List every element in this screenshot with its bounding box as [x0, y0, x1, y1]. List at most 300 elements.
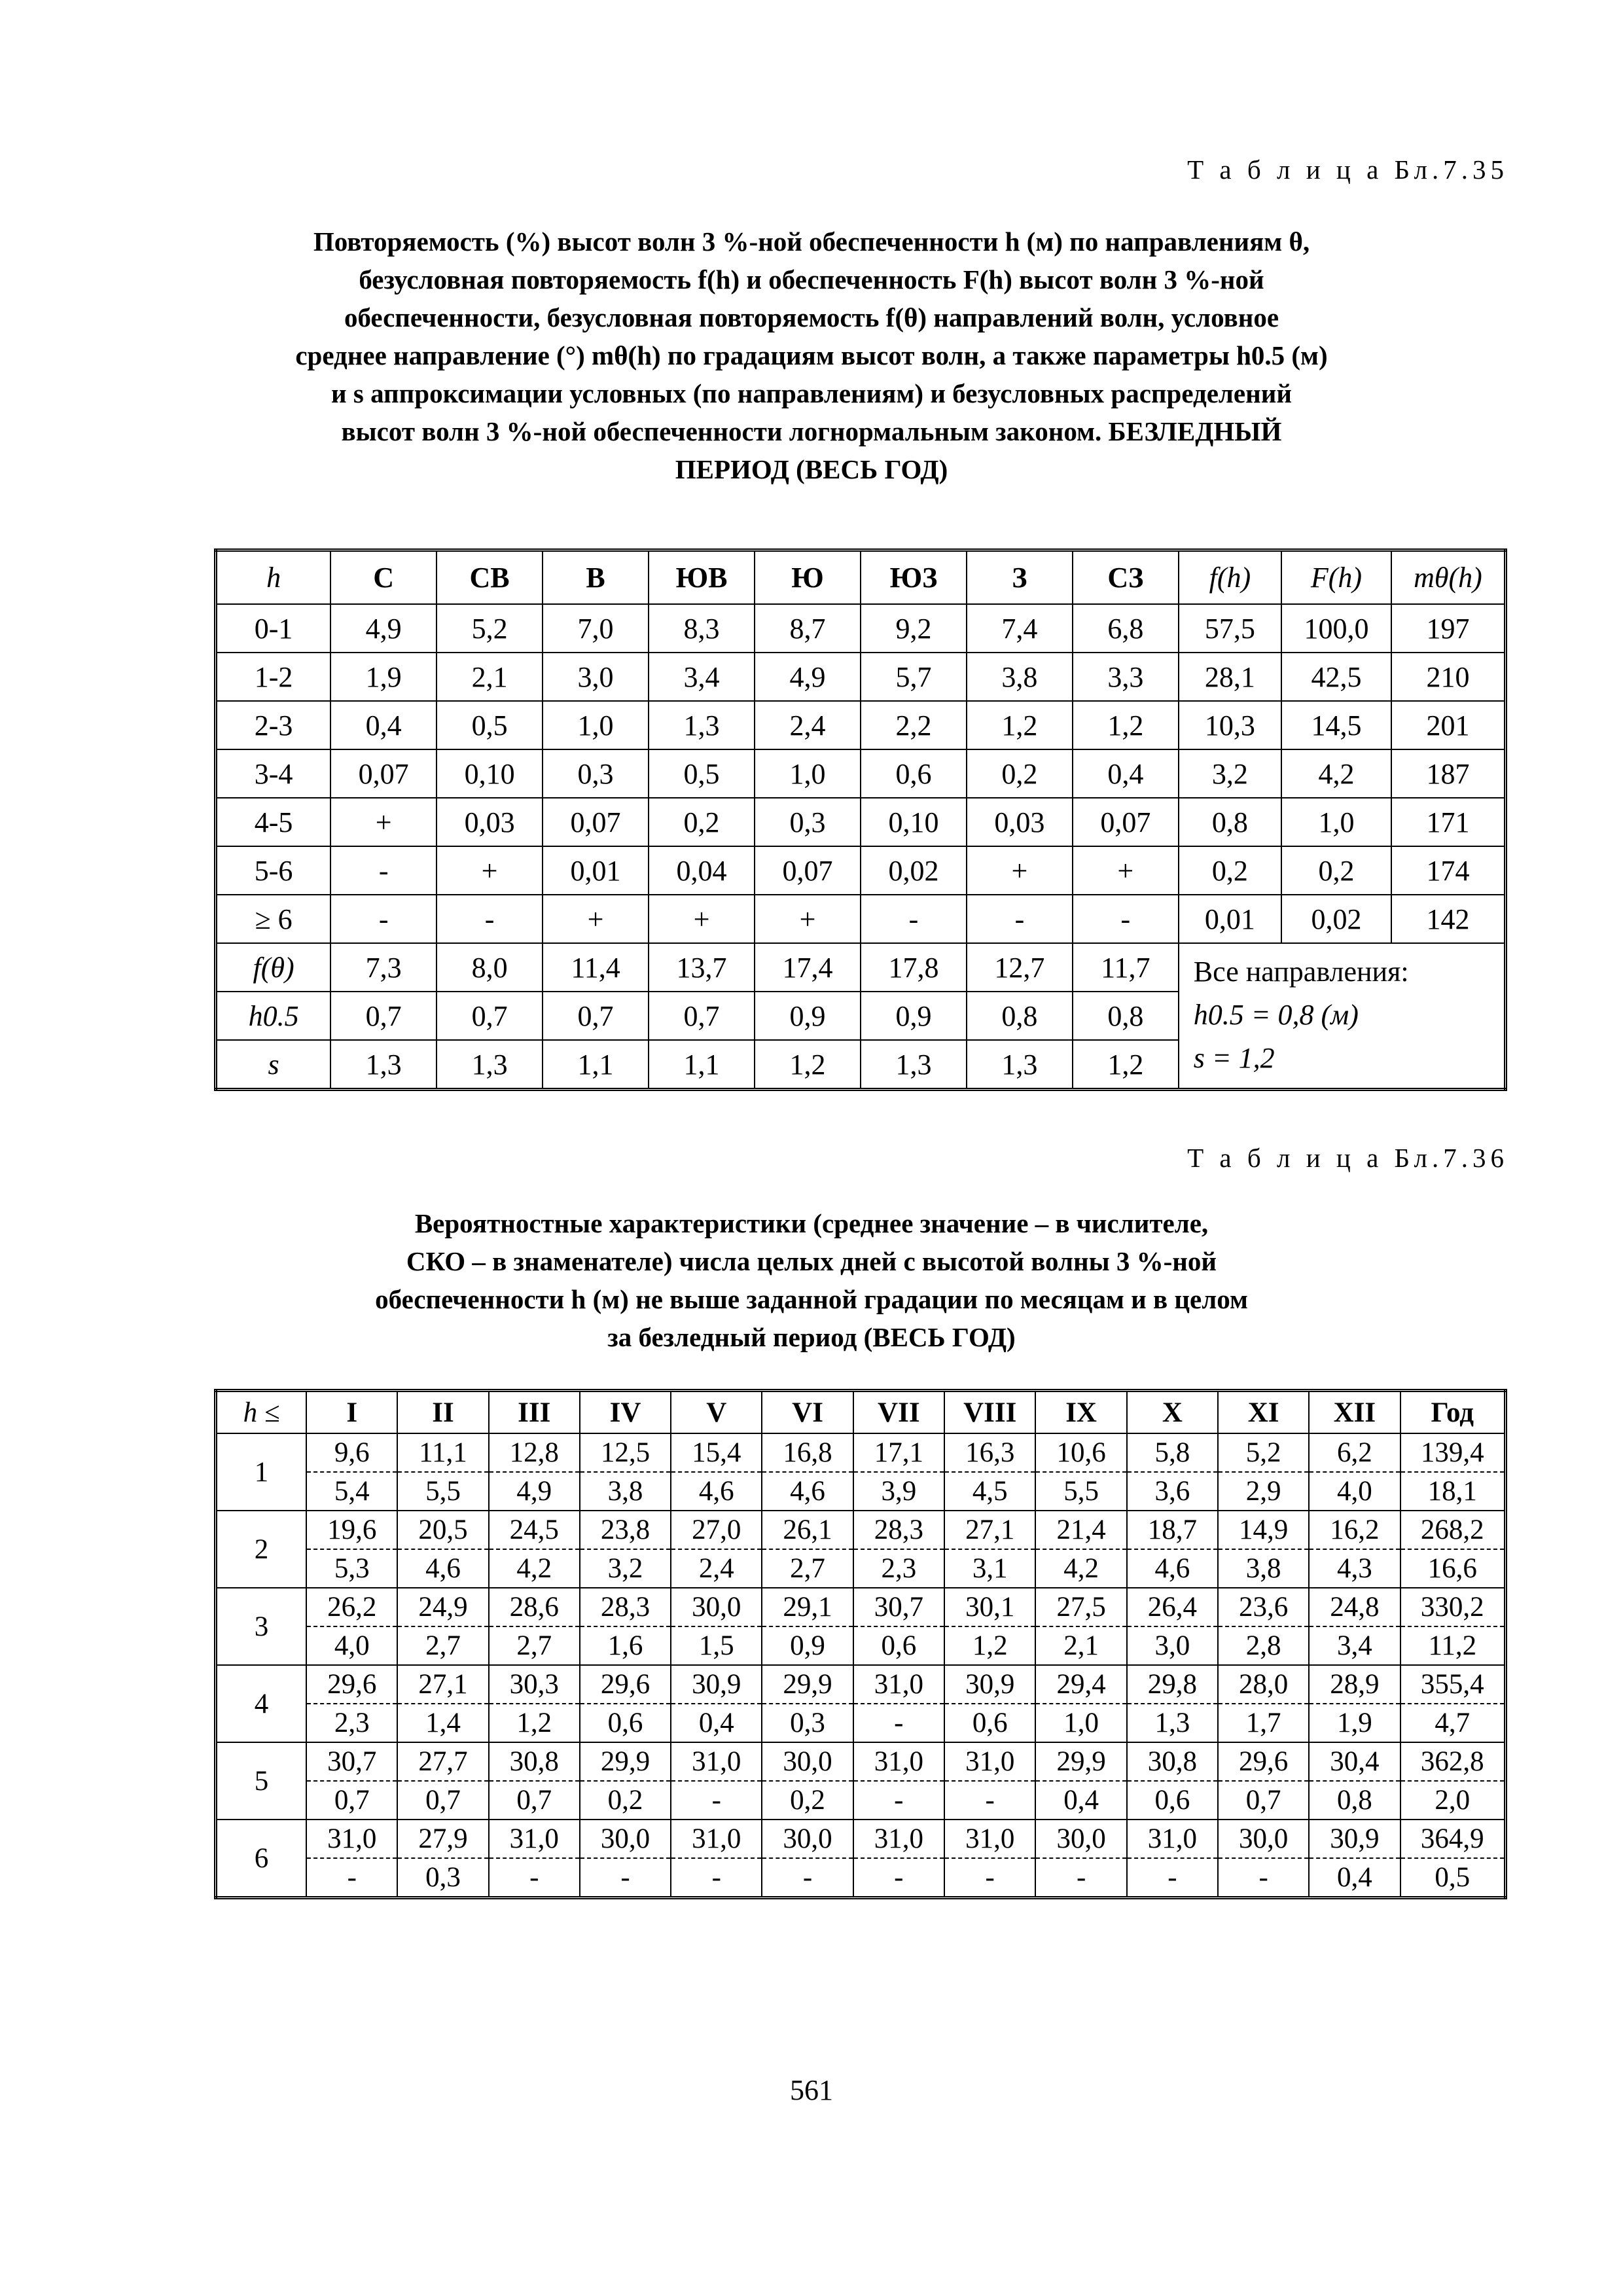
mean-cell: 5,8: [1127, 1433, 1218, 1472]
table-caption-35: [196, 223, 1427, 488]
table-row: [216, 604, 1506, 653]
mean-cell: 330,2: [1400, 1588, 1506, 1626]
sd-cell: 3,4: [1309, 1626, 1400, 1665]
mean-cell: 19,6: [306, 1511, 397, 1549]
sd-cell: 2,9: [1218, 1472, 1309, 1511]
mean-cell: 364,9: [1400, 1820, 1506, 1858]
column-header: СЗ: [1073, 550, 1179, 605]
table-cell: 0,2: [649, 798, 755, 846]
mean-cell: 26,1: [762, 1511, 853, 1549]
mean-row: [216, 1742, 1506, 1781]
table-cell: 0,10: [861, 798, 967, 846]
sd-cell: 0,4: [1035, 1781, 1126, 1820]
table-cell: 3,3: [1073, 653, 1179, 701]
sd-cell: -: [580, 1858, 671, 1898]
sd-cell: 1,0: [1035, 1704, 1126, 1742]
mean-cell: 30,7: [306, 1742, 397, 1781]
sd-cell: 11,2: [1400, 1626, 1506, 1665]
mean-cell: 29,9: [762, 1665, 853, 1704]
table-cell: 7,0: [543, 604, 649, 653]
mean-cell: 29,6: [306, 1665, 397, 1704]
column-header: X: [1127, 1391, 1218, 1434]
column-header: F(h): [1281, 550, 1391, 605]
mean-cell: 5,2: [1218, 1433, 1309, 1472]
mean-cell: 29,4: [1035, 1665, 1126, 1704]
mean-cell: 23,8: [580, 1511, 671, 1549]
table-cell: 142: [1391, 895, 1506, 943]
column-header: XI: [1218, 1391, 1309, 1434]
sd-cell: -: [944, 1858, 1036, 1898]
sd-cell: 4,6: [1127, 1549, 1218, 1588]
table-cell: 3,8: [967, 653, 1073, 701]
sd-cell: 0,4: [1309, 1858, 1400, 1898]
header-row: [216, 1391, 1506, 1434]
note-line: Все направления:: [1193, 956, 1409, 988]
mean-cell: 27,5: [1035, 1588, 1126, 1626]
column-header: VI: [762, 1391, 853, 1434]
sd-cell: 0,2: [580, 1781, 671, 1820]
table-cell: 3,0: [543, 653, 649, 701]
table-cell: +: [967, 846, 1073, 895]
sd-cell: 5,3: [306, 1549, 397, 1588]
mean-cell: 355,4: [1400, 1665, 1506, 1704]
sd-cell: -: [489, 1858, 580, 1898]
sd-cell: 1,2: [489, 1704, 580, 1742]
column-header: Год: [1400, 1391, 1506, 1434]
sd-cell: 4,2: [1035, 1549, 1126, 1588]
mean-cell: 31,0: [944, 1820, 1036, 1858]
mean-cell: 28,3: [853, 1511, 944, 1549]
column-header: II: [397, 1391, 488, 1434]
mean-cell: 20,5: [397, 1511, 488, 1549]
param-row: [216, 943, 1506, 992]
table-cell: -: [330, 846, 437, 895]
table-cell: +: [649, 895, 755, 943]
table-cell: -: [1073, 895, 1179, 943]
table-cell: 0,4: [1073, 749, 1179, 798]
table-cell: 171: [1391, 798, 1506, 846]
sd-row: [216, 1626, 1506, 1665]
table-cell: 0,5: [437, 701, 543, 749]
mean-cell: 27,7: [397, 1742, 488, 1781]
param-label: f(θ): [216, 943, 331, 992]
table-cell: 210: [1391, 653, 1506, 701]
table-cell: 2,1: [437, 653, 543, 701]
param-label: h0.5: [216, 992, 331, 1040]
column-header: h ≤: [216, 1391, 307, 1434]
table-cell: 0,8: [1179, 798, 1281, 846]
sd-cell: 4,6: [762, 1472, 853, 1511]
sd-cell: -: [1218, 1858, 1309, 1898]
sd-cell: 0,8: [1309, 1781, 1400, 1820]
table-cell: 5,2: [437, 604, 543, 653]
mean-cell: 10,6: [1035, 1433, 1126, 1472]
table-cell: 2,4: [755, 701, 861, 749]
table-cell: 0,07: [1073, 798, 1179, 846]
mean-cell: 30,4: [1309, 1742, 1400, 1781]
table-row: [216, 798, 1506, 846]
table-cell: 6,8: [1073, 604, 1179, 653]
table-row: [216, 846, 1506, 895]
mean-cell: 30,7: [853, 1588, 944, 1626]
height-gradation: 2: [216, 1511, 307, 1588]
table-cell: 1,3: [437, 1040, 543, 1090]
table-cell: 1,9: [330, 653, 437, 701]
table-cell: 1,0: [1281, 798, 1391, 846]
sd-cell: -: [853, 1704, 944, 1742]
table-cell: -: [330, 895, 437, 943]
column-header: В: [543, 550, 649, 605]
table-cell: 0,6: [861, 749, 967, 798]
table-cell: 11,7: [1073, 943, 1179, 992]
table-cell: +: [330, 798, 437, 846]
table-cell: 0,7: [330, 992, 437, 1040]
sd-cell: 1,6: [580, 1626, 671, 1665]
table-cell: 0,10: [437, 749, 543, 798]
table-cell: 0,3: [755, 798, 861, 846]
sd-cell: 0,6: [853, 1626, 944, 1665]
table-cell: 9,2: [861, 604, 967, 653]
table-cell: 0,7: [543, 992, 649, 1040]
mean-cell: 31,0: [489, 1820, 580, 1858]
sd-cell: 4,7: [1400, 1704, 1506, 1742]
table-cell: 1,1: [649, 1040, 755, 1090]
table-cell: 57,5: [1179, 604, 1281, 653]
column-header: III: [489, 1391, 580, 1434]
mean-cell: 29,6: [1218, 1742, 1309, 1781]
mean-cell: 28,0: [1218, 1665, 1309, 1704]
sd-cell: 0,4: [671, 1704, 762, 1742]
sd-cell: 4,6: [397, 1549, 488, 1588]
caption-line: СКО – в знаменателе) числа целых дней с высотой волны 3 %-ной: [406, 1246, 1217, 1276]
column-header: f(h): [1179, 550, 1281, 605]
sd-cell: 5,5: [1035, 1472, 1126, 1511]
sd-row: [216, 1549, 1506, 1588]
table-cell: 1,2: [1073, 701, 1179, 749]
caption-line: высот волн 3 %-ной обеспеченности логнормальным законом. БЕЗЛЕДНЫЙ: [341, 416, 1282, 446]
table-cell: 2-3: [216, 701, 331, 749]
mean-cell: 16,8: [762, 1433, 853, 1472]
table-cell: 201: [1391, 701, 1506, 749]
mean-cell: 30,0: [580, 1820, 671, 1858]
table-cell: 197: [1391, 604, 1506, 653]
table-cell: 0,01: [1179, 895, 1281, 943]
mean-row: [216, 1511, 1506, 1549]
table-cell: 1-2: [216, 653, 331, 701]
table-cell: 0,2: [1179, 846, 1281, 895]
sd-row: [216, 1472, 1506, 1511]
table-cell: 11,4: [543, 943, 649, 992]
mean-cell: 15,4: [671, 1433, 762, 1472]
column-header: VIII: [944, 1391, 1036, 1434]
table-cell: 1,0: [755, 749, 861, 798]
table-cell: 3,2: [1179, 749, 1281, 798]
sd-cell: 4,6: [671, 1472, 762, 1511]
mean-row: [216, 1665, 1506, 1704]
sd-cell: 1,7: [1218, 1704, 1309, 1742]
mean-cell: 30,1: [944, 1588, 1036, 1626]
table-cell: 0,5: [649, 749, 755, 798]
mean-cell: 27,9: [397, 1820, 488, 1858]
column-header: V: [671, 1391, 762, 1434]
sd-cell: -: [853, 1781, 944, 1820]
table-cell: 4,9: [755, 653, 861, 701]
column-header: СВ: [437, 550, 543, 605]
sd-cell: 4,3: [1309, 1549, 1400, 1588]
mean-cell: 30,0: [671, 1588, 762, 1626]
table-cell: 0,2: [1281, 846, 1391, 895]
table-cell: 17,4: [755, 943, 861, 992]
sd-cell: 0,3: [762, 1704, 853, 1742]
sd-cell: 4,5: [944, 1472, 1036, 1511]
sd-cell: 1,9: [1309, 1704, 1400, 1742]
column-header: ЮЗ: [861, 550, 967, 605]
mean-cell: 28,9: [1309, 1665, 1400, 1704]
table-cell: 4-5: [216, 798, 331, 846]
caption-line: безусловная повторяемость f(h) и обеспеченность F(h) высот волн 3 %-ной: [359, 264, 1264, 295]
table-cell: 10,3: [1179, 701, 1281, 749]
table-cell: ≥ 6: [216, 895, 331, 943]
sd-cell: 0,6: [1127, 1781, 1218, 1820]
sd-cell: 3,1: [944, 1549, 1036, 1588]
table-cell: +: [543, 895, 649, 943]
mean-cell: 27,1: [397, 1665, 488, 1704]
table-cell: 100,0: [1281, 604, 1391, 653]
mean-cell: 30,9: [944, 1665, 1036, 1704]
mean-cell: 26,4: [1127, 1588, 1218, 1626]
mean-cell: 17,1: [853, 1433, 944, 1472]
sd-cell: 0,6: [580, 1704, 671, 1742]
column-header: I: [306, 1391, 397, 1434]
mean-cell: 11,1: [397, 1433, 488, 1472]
sd-cell: 4,0: [306, 1626, 397, 1665]
mean-cell: 31,0: [671, 1742, 762, 1781]
mean-cell: 31,0: [306, 1820, 397, 1858]
table-cell: 1,2: [967, 701, 1073, 749]
table-cell: 1,2: [1073, 1040, 1179, 1090]
sd-cell: 0,7: [489, 1781, 580, 1820]
sd-cell: 0,6: [944, 1704, 1036, 1742]
mean-cell: 30,9: [1309, 1820, 1400, 1858]
sd-cell: -: [671, 1781, 762, 1820]
sd-cell: 2,0: [1400, 1781, 1506, 1820]
mean-cell: 28,3: [580, 1588, 671, 1626]
caption-line: обеспеченности, безусловная повторяемость f(θ) направлений волн, условное: [344, 302, 1279, 332]
sd-cell: 2,7: [762, 1549, 853, 1588]
sd-cell: 2,7: [489, 1626, 580, 1665]
mean-cell: 24,9: [397, 1588, 488, 1626]
sd-row: [216, 1704, 1506, 1742]
mean-cell: 30,0: [762, 1820, 853, 1858]
column-header: XII: [1309, 1391, 1400, 1434]
sd-cell: 1,4: [397, 1704, 488, 1742]
sd-cell: -: [671, 1858, 762, 1898]
mean-cell: 29,9: [1035, 1742, 1126, 1781]
table-cell: 12,7: [967, 943, 1073, 992]
note-line: s = 1,2: [1193, 1042, 1275, 1074]
table-cell: 0,03: [437, 798, 543, 846]
mean-row: [216, 1588, 1506, 1626]
caption-line: Повторяемость (%) высот волн 3 %-ной обеспеченности h (м) по направлениям θ,: [313, 226, 1310, 257]
mean-cell: 16,2: [1309, 1511, 1400, 1549]
mean-cell: 30,8: [1127, 1742, 1218, 1781]
table-cell: 1,2: [755, 1040, 861, 1090]
mean-cell: 24,5: [489, 1511, 580, 1549]
mean-cell: 30,0: [1035, 1820, 1126, 1858]
sd-cell: 3,0: [1127, 1626, 1218, 1665]
table-cell: 1,3: [967, 1040, 1073, 1090]
table-cell: 3,4: [649, 653, 755, 701]
sd-cell: 16,6: [1400, 1549, 1506, 1588]
column-header: IX: [1035, 1391, 1126, 1434]
sd-cell: 5,5: [397, 1472, 488, 1511]
mean-cell: 30,0: [1218, 1820, 1309, 1858]
table-cell: 0-1: [216, 604, 331, 653]
mean-cell: 21,4: [1035, 1511, 1126, 1549]
table-cell: 0,4: [330, 701, 437, 749]
table-cell: 14,5: [1281, 701, 1391, 749]
mean-cell: 26,2: [306, 1588, 397, 1626]
mean-cell: 31,0: [853, 1665, 944, 1704]
table-cell: 0,01: [543, 846, 649, 895]
table-cell: 8,7: [755, 604, 861, 653]
sd-cell: 0,9: [762, 1626, 853, 1665]
sd-cell: -: [1035, 1858, 1126, 1898]
table-cell: 1,1: [543, 1040, 649, 1090]
sd-cell: 0,5: [1400, 1858, 1506, 1898]
table-cell: 28,1: [1179, 653, 1281, 701]
sd-cell: 2,7: [397, 1626, 488, 1665]
sd-cell: 0,7: [397, 1781, 488, 1820]
mean-cell: 31,0: [1127, 1820, 1218, 1858]
table-cell: 0,02: [861, 846, 967, 895]
table-cell: 7,4: [967, 604, 1073, 653]
sd-cell: -: [944, 1781, 1036, 1820]
table-cell: 3-4: [216, 749, 331, 798]
sd-cell: 1,5: [671, 1626, 762, 1665]
mean-cell: 139,4: [1400, 1433, 1506, 1472]
height-gradation: 1: [216, 1433, 307, 1511]
sd-cell: 2,1: [1035, 1626, 1126, 1665]
sd-cell: 0,7: [1218, 1781, 1309, 1820]
sd-cell: 0,3: [397, 1858, 488, 1898]
sd-cell: 0,2: [762, 1781, 853, 1820]
mean-cell: 31,0: [944, 1742, 1036, 1781]
sd-cell: 3,6: [1127, 1472, 1218, 1511]
column-header: mθ(h): [1391, 550, 1506, 605]
mean-cell: 16,3: [944, 1433, 1036, 1472]
mean-cell: 9,6: [306, 1433, 397, 1472]
mean-cell: 29,8: [1127, 1665, 1218, 1704]
table-cell: 1,3: [649, 701, 755, 749]
table-cell: 0,07: [330, 749, 437, 798]
caption-line: среднее направление (°) mθ(h) по градациям высот волн, а также параметры h0.5 (м): [295, 340, 1328, 370]
column-header: Ю: [755, 550, 861, 605]
table-cell: 8,0: [437, 943, 543, 992]
sd-cell: 2,3: [306, 1704, 397, 1742]
caption-line: ПЕРИОД (ВЕСЬ ГОД): [675, 454, 948, 484]
sd-cell: -: [1127, 1858, 1218, 1898]
sd-row: [216, 1781, 1506, 1820]
table-cell: 1,0: [543, 701, 649, 749]
mean-cell: 12,8: [489, 1433, 580, 1472]
table-cell: 0,7: [649, 992, 755, 1040]
table-cell: 7,3: [330, 943, 437, 992]
mean-cell: 362,8: [1400, 1742, 1506, 1781]
mean-cell: 30,9: [671, 1665, 762, 1704]
caption-line: и s аппроксимации условных (по направлениям) и безусловных распределений: [331, 378, 1292, 408]
table-cell: 4,9: [330, 604, 437, 653]
caption-line: обеспеченности h (м) не выше заданной градации по месяцам и в целом: [375, 1284, 1248, 1314]
table-cell: 2,2: [861, 701, 967, 749]
mean-row: [216, 1433, 1506, 1472]
table-cell: 5,7: [861, 653, 967, 701]
table-cell: -: [437, 895, 543, 943]
table-cell: 0,7: [437, 992, 543, 1040]
table-cell: 1,3: [330, 1040, 437, 1090]
days-probability-table: [214, 1389, 1507, 1899]
sd-cell: 2,8: [1218, 1626, 1309, 1665]
table-row: [216, 653, 1506, 701]
height-gradation: 3: [216, 1588, 307, 1665]
height-gradation: 6: [216, 1820, 307, 1898]
table-cell: 0,8: [1073, 992, 1179, 1040]
sd-cell: 2,4: [671, 1549, 762, 1588]
sd-cell: 4,9: [489, 1472, 580, 1511]
table-cell: 0,9: [861, 992, 967, 1040]
sd-cell: 2,3: [853, 1549, 944, 1588]
caption-line: Вероятностные характеристики (среднее значение – в числителе,: [414, 1208, 1209, 1238]
table-cell: -: [967, 895, 1073, 943]
table-cell: 4,2: [1281, 749, 1391, 798]
table-cell: +: [755, 895, 861, 943]
table-row: [216, 701, 1506, 749]
wave-height-table: [214, 548, 1507, 1091]
table-cell: 0,02: [1281, 895, 1391, 943]
height-gradation: 4: [216, 1665, 307, 1742]
column-header: VII: [853, 1391, 944, 1434]
table-cell: 8,3: [649, 604, 755, 653]
header-row: [216, 550, 1506, 605]
table-cell: 174: [1391, 846, 1506, 895]
mean-cell: 28,6: [489, 1588, 580, 1626]
sd-cell: -: [762, 1858, 853, 1898]
table-cell: 17,8: [861, 943, 967, 992]
sd-cell: 3,8: [1218, 1549, 1309, 1588]
table-cell: 0,03: [967, 798, 1073, 846]
table-cell: +: [437, 846, 543, 895]
table-cell: 0,04: [649, 846, 755, 895]
table-cell: 42,5: [1281, 653, 1391, 701]
mean-cell: 30,0: [762, 1742, 853, 1781]
sd-cell: 5,4: [306, 1472, 397, 1511]
table-label-35: Т а б л и ц а Бл.7.35: [1187, 154, 1508, 185]
mean-cell: 29,9: [580, 1742, 671, 1781]
caption-line: за безледный период (ВЕСЬ ГОД): [607, 1322, 1016, 1352]
table-cell: 1,3: [861, 1040, 967, 1090]
table-cell: 187: [1391, 749, 1506, 798]
sd-cell: 18,1: [1400, 1472, 1506, 1511]
table-cell: 0,9: [755, 992, 861, 1040]
table-cell: 0,07: [543, 798, 649, 846]
mean-cell: 12,5: [580, 1433, 671, 1472]
mean-cell: 31,0: [853, 1820, 944, 1858]
param-label: s: [216, 1040, 331, 1090]
mean-cell: 27,1: [944, 1511, 1036, 1549]
mean-cell: 27,0: [671, 1511, 762, 1549]
mean-cell: 6,2: [1309, 1433, 1400, 1472]
table-cell: 0,07: [755, 846, 861, 895]
